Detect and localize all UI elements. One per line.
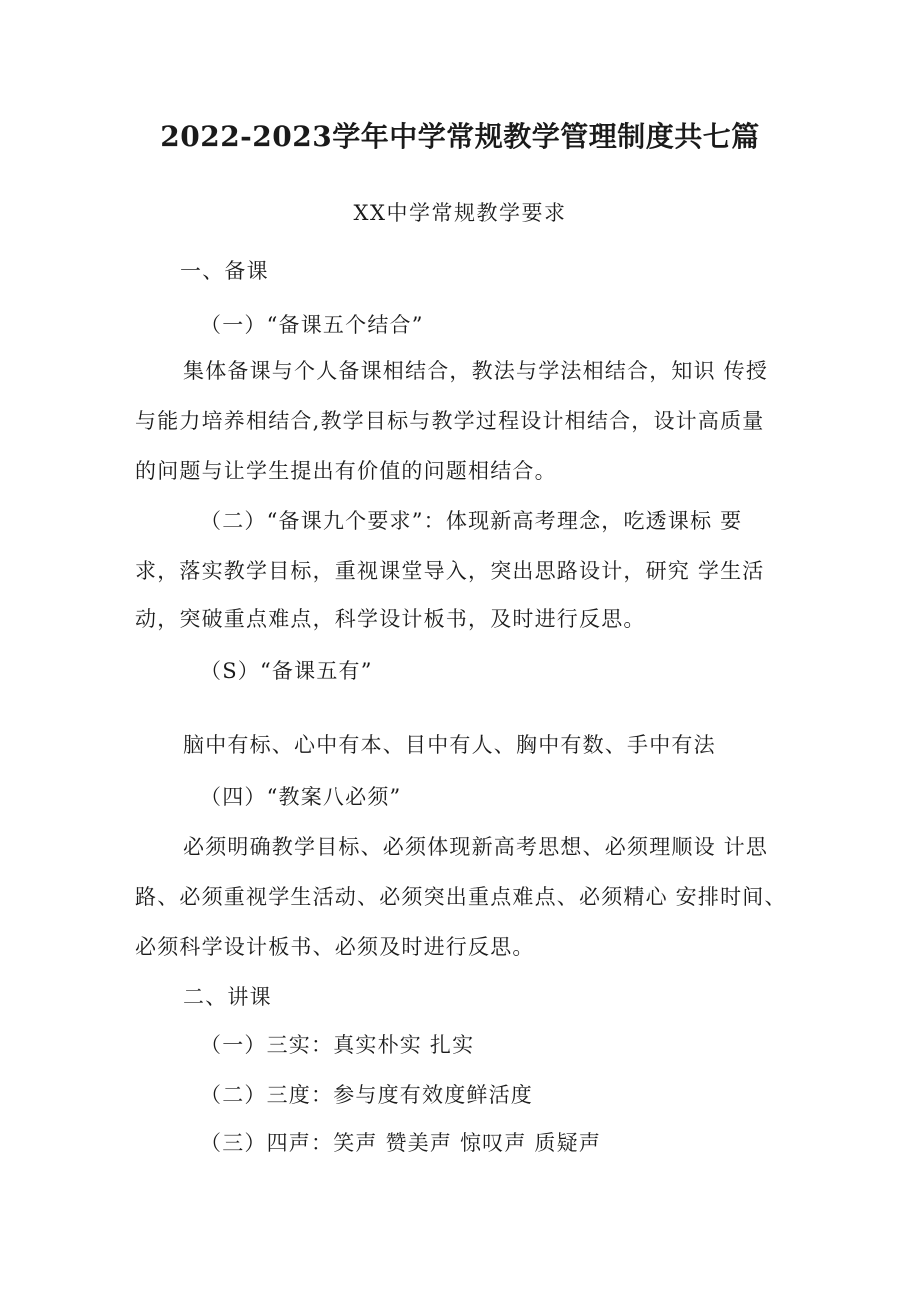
paragraph-line: 必须明确教学目标、必须体现新高考思想、必须理顺设 计思 — [183, 835, 769, 859]
subsection-heading-five-combinations: （一）“备课五个结合” — [200, 313, 424, 337]
section-heading-lesson-prep: 一、备课 — [180, 259, 269, 283]
paragraph-line: 集体备课与个人备课相结合，教法与学法相结合，知识 传授 — [183, 359, 769, 383]
paragraph-line: 动，突破重点难点，科学设计板书，及时进行反思。 — [135, 607, 646, 631]
paragraph-line: 求，落实教学目标，重视课堂导入，突出思路设计，研究 学生活 — [135, 559, 765, 583]
paragraph-line: 必须科学设计板书、必须及时进行反思。 — [135, 935, 535, 959]
section-heading-lecturing: 二、讲课 — [183, 985, 272, 1009]
document-subtitle: XX中学常规教学要求 — [353, 201, 567, 225]
paragraph-line: 脑中有标、心中有本、目中有人、胸中有数、手中有法 — [183, 733, 716, 757]
list-item: （二）三度：参与度有效度鲜活度 — [200, 1083, 533, 1107]
paragraph-line: 的问题与让学生提出有价值的问题相结合。 — [135, 459, 557, 483]
list-item: （一）三实：真实朴实 扎实 — [200, 1033, 475, 1057]
subsection-heading-eight-musts: （四）“教案八必须” — [200, 785, 402, 809]
paragraph-line: 路、必须重视学生活动、必须突出重点难点、必须精心 安排时间、 — [135, 885, 787, 909]
subsection-heading-five-haves: （S）“备课五有” — [200, 659, 373, 683]
document-title: 2022-2023学年中学常规教学管理制度共七篇 — [160, 120, 760, 153]
paragraph-line: （二）“备课九个要求”：体现新高考理念，吃透课标 要 — [200, 509, 743, 533]
paragraph-line: 与能力培养相结合,教学目标与教学过程设计相结合，设计高质量 — [135, 409, 765, 433]
list-item: （三）四声：笑声 赞美声 惊叹声 质疑声 — [200, 1131, 602, 1155]
